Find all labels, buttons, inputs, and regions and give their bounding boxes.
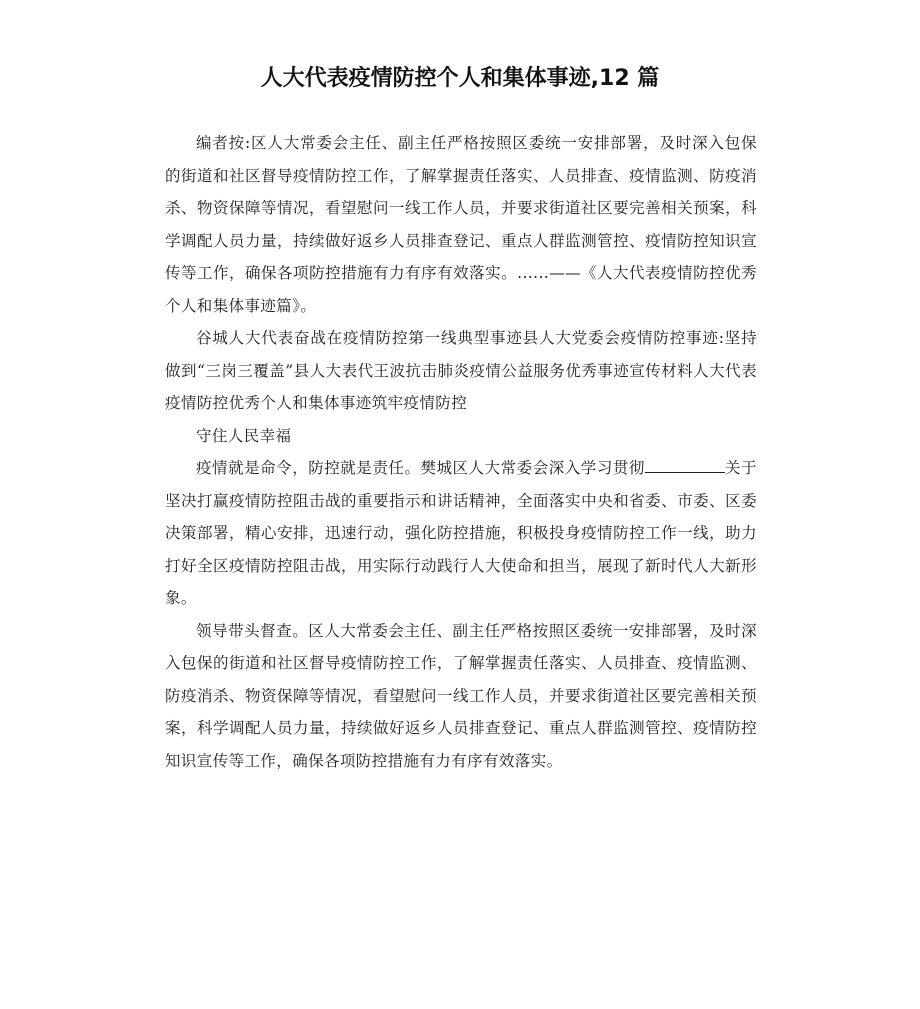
document-body bbox=[165, 127, 757, 777]
paragraph-related-titles: 谷城人大代表奋战在疫情防控第一线典型事迹县人大党委会疫情防控事迹:坚持做到“三岗三覆盖”县人大表代王波抗击肺炎疫情公益服务优秀事迹宣传材料人大代表疫情防控优秀个人和集体事迹筑牢疫情防控 bbox=[165, 329, 757, 412]
paragraph-leadership-supervision: 领导带头督查。区人大常委会主任、副主任严格按照区委统一安排部署，及时深入包保的街道和社区督导疫情防控工作，了解掌握责任落实、人员排查、疫情监测、防疫消杀、物资保障等情况，看望慰问一线工作人员，并要求街道社区要完善相关预案，科学调配人员力量，持续做好返乡人员排查登记、重点人群监测管控、疫情防控知识宣传等工作，确保各项防控措施有力有序有效落实。 bbox=[165, 621, 757, 770]
paragraph-epidemic-command bbox=[165, 452, 757, 615]
document-title: 人大代表疫情防控个人和集体事迹,12 篇 bbox=[260, 66, 660, 91]
paragraph-subheading: 守住人民幸福 bbox=[196, 426, 292, 445]
paragraph-epidemic-command-rest: 关于坚决打赢疫情防控阻击战的重要指示和讲话精神，全面落实中央和省委、市委、区委决策部署，精心安排，迅速行动，强化防控措施，积极投身疫情防控工作一线，助力打好全区疫情防控阻击战，用实际行动践行人大使命和担当，展现了新时代人大新形象。 bbox=[165, 459, 757, 607]
fill-in-blank bbox=[645, 457, 725, 474]
paragraph-editor-note: 编者按:区人大常委会主任、副主任严格按照区委统一安排部署，及时深入包保的街道和社区督导疫情防控工作，了解掌握责任落实、人员排查、疫情监测、防疫消杀、物资保障等情况，看望慰问一线工作人员，并要求街道社区要完善相关预案，科学调配人员力量，持续做好返乡人员排查登记、重点人群监测管控、疫情防控知识宣传等工作，确保各项防控措施有力有序有效落实。......——《人大代表疫情防控优秀个人和集体事迹篇》。 bbox=[165, 134, 757, 315]
paragraph-epidemic-command-lead: 疫情就是命令，防控就是责任。樊城区人大常委会深入学习贯彻 bbox=[196, 459, 645, 477]
